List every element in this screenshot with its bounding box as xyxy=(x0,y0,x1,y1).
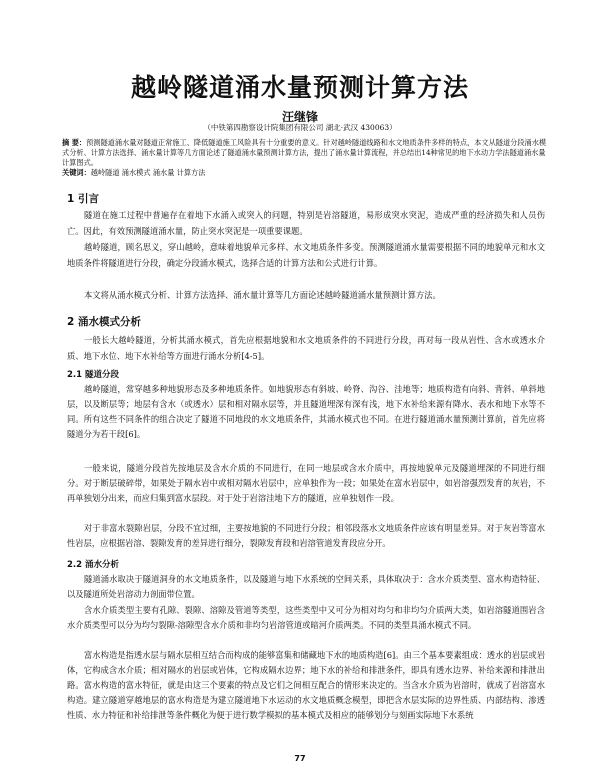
paragraph: 隧道在施工过程中普遍存在着地下水涌入或突入的问题，特别是岩溶隧道，易形成突水突泥，造成严重的经济损失和人员伤亡。因此，有效预测隧道涌水量，防止突水突泥是一项重要课题。 xyxy=(67,210,545,236)
abstract xyxy=(62,138,550,168)
keywords-label: 关键词： xyxy=(62,168,91,177)
paragraph: 一般长大越岭隧道，分析其涌水模式，首先应根据地貌和水文地质条件的不同进行分段，再对每一段从岩性、含水或透水介质、地下水位、地下水补给等方面进行涌水分析[4-5]。 xyxy=(67,335,545,361)
paper-title: 越岭隧道涌水量预测计算方法 xyxy=(130,73,469,102)
section-heading-introduction: 1 引言 xyxy=(67,193,99,205)
section-heading-inflow-mode: 2 涌水模式分析 xyxy=(67,316,141,328)
keywords-text: 越岭隧道 涌水模式 涌水量 计算方法 xyxy=(90,168,206,177)
keywords xyxy=(62,168,550,178)
subsection-heading-segmentation: 2.1 隧道分段 xyxy=(67,370,120,380)
paragraph: 一般来说，隧道分段首先按地层及含水介质的不同进行，在同一地层或含水介质中，再按地貌单元及隧道埋深的不同进行细分。对于断层破碎带，如果处于隔水岩中或相对隔水岩层中，应单独作为一段；如果处在富水岩层中，如岩溶强烈发育的灰岩，不再单独划分出来，而应归集到富水层段。对于处于岩溶洼地下方的隧道，应单独划作一段。 xyxy=(67,463,545,503)
paragraph: 对于非富水裂隙岩层，分段不宜过细，主要按地貌的不同进行分段；相邻段落水文地质条件应该有明显差异。对于灰岩等富水性岩层，应根据岩溶、裂隙发育的差异进行细分，裂隙发育段和岩溶管道发育段应分开。 xyxy=(67,523,545,548)
paragraph: 隧道涌水取决于隧道洞身的水文地质条件，以及隧道与地下水系统的空间关系，具体取决于：含水介质类型、富水构造特征、以及隧道所处岩溶动力剖面带位置。 xyxy=(67,574,545,599)
paragraph: 越岭隧道，顾名思义，穿山越岭，意味着地貌单元多样、水文地质条件多变。预测隧道涌水量需要根据不同的地貌单元和水文地质条件将隧道进行分段，确定分段涌水模式，选择合适的计算方法和公式进行计算。 xyxy=(67,242,545,268)
subsection-heading-inflow-analysis: 2.2 涌水分析 xyxy=(67,560,120,570)
paragraph: 本文将从涌水模式分析、计算方法选择、涌水量计算等几方面论述越岭隧道涌水量预测计算方法。 xyxy=(84,290,441,300)
page-number: 77 xyxy=(294,754,306,763)
paragraph: 越岭隧道，常穿越多种地貌形态及多种地质条件。如地貌形态有斜坡、岭脊、沟谷、洼地等；地质构造有向斜、背斜、单斜地层，以及断层等；地层有含水（或透水）层和相对隔水层等，并且隧道埋深有深有浅，地下水补给来源有降水、表水和地下水等不同。所有这些不同条件的组合决定了隧道不同地段的水文地质条件，其涌水模式也不同。在进行隧道涌水量预测计算前，首先应将隧道分为若干段[6]。 xyxy=(67,384,545,439)
paragraph: 富水构造是指透水层与隔水层相互结合而构成的能够富集和储藏地下水的地质构造[6]。由三个基本要素组成：透水的岩层或岩体，它构成含水介质；相对隔水的岩层或岩体，它构成隔水边界；地下水的补给和排泄条件，即具有透水边界、补给来源和排泄出路。富水构造的富水特征，就是由这三个要素的特点及它们之间相互配合的情形来决定的。当含水介质为岩溶时，就成了岩溶富水构造。建立隧道穿越地层的富水构造是为建立隧道地下水运动的水文地质概念模型，即把含水层实际的边界性质、内部结构、渗透性质、水力特征和补给排泄等条件概化为便于进行数学模拟的基本模式及相应的能够划分与刻画实际地下水系统 xyxy=(67,650,545,720)
paragraph: 含水介质类型主要有孔隙、裂隙、溶隙及管道等类型，这些类型中又可分为相对均匀和非均匀介质两大类，如岩溶隧道围岩含水介质类型可以分为均匀裂隙-溶隙型含水介质和非均匀岩溶管道或暗河介质两类。不同的类型具涌水模式不同。 xyxy=(67,605,545,630)
author-name: 汪继锋 xyxy=(281,110,318,124)
abstract-label: 摘 要： xyxy=(62,138,87,147)
author-affiliation: （中铁第四勘察设计院集团有限公司 湖北·武汉 430063） xyxy=(203,123,397,132)
abstract-text: 预测隧道涌水量对隧道正常施工、降低隧道施工风险具有十分重要的意义。针对越岭隧道线路和水文地质条件多样的特点，本文从隧道分段涌水模式分析、计算方法选择、涌水量计算等几方面论述了隧道涌水量预测计算方法，提出了涌水量计算流程，并总结出14种常见的地下水动力学法隧道涌水量计算图式。 xyxy=(62,138,547,167)
